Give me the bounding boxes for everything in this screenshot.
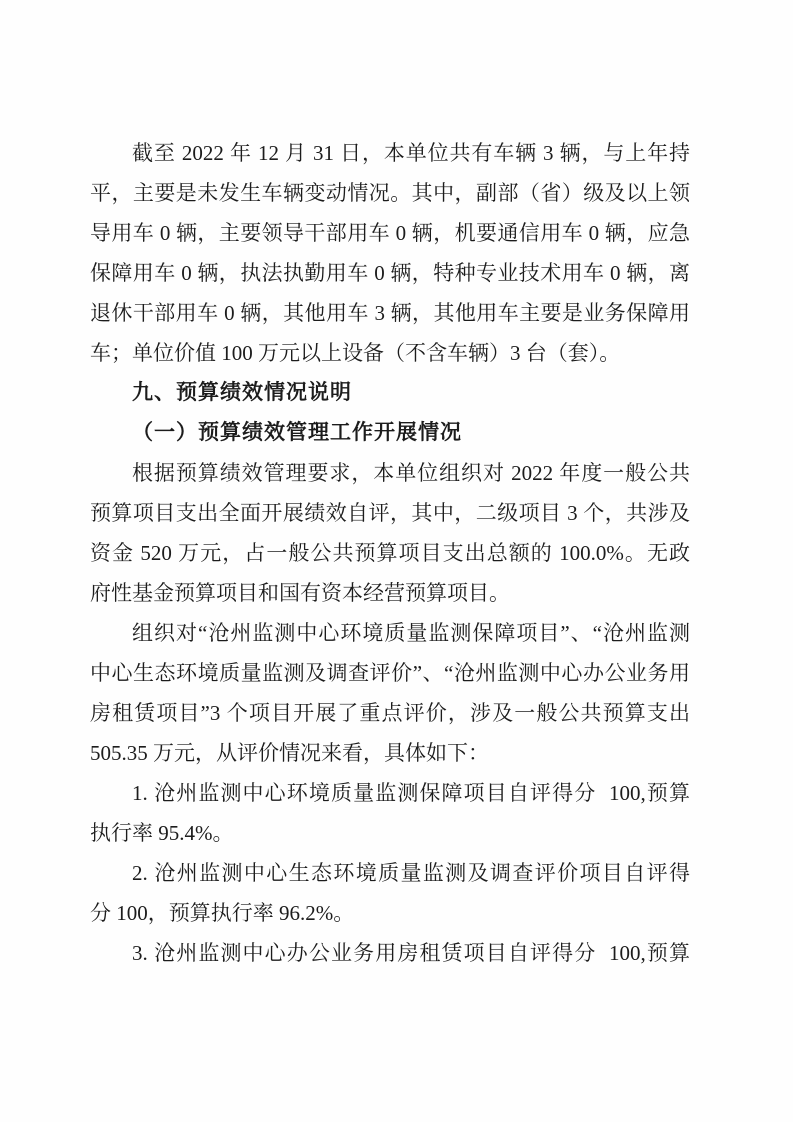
- paragraph-self-evaluation: [90, 453, 690, 613]
- paragraph-project-3: [90, 933, 690, 973]
- paragraph-line: 平，主要是未发生车辆变动情况。其中，副部（省）级及以上领: [90, 181, 690, 205]
- paragraph-project-1: [90, 773, 690, 853]
- paragraph-line: 3. 沧州监测中心办公业务用房租赁项目自评得分 100,预算: [132, 941, 690, 965]
- heading-subsection-one: （一）预算绩效管理工作开展情况: [132, 421, 462, 444]
- paragraph-line: 导用车 0 辆，主要领导干部用车 0 辆，机要通信用车 0 辆，应急: [90, 221, 690, 245]
- paragraph-line: 府性基金预算项目和国有资本经营预算项目。: [90, 581, 510, 605]
- paragraph-line: 根据预算绩效管理要求，本单位组织对 2022 年度一般公共: [132, 461, 690, 485]
- paragraph-line: 截至 2022 年 12 月 31 日，本单位共有车辆 3 辆，与上年持: [132, 141, 690, 165]
- paragraph-line: 退休干部用车 0 辆，其他用车 3 辆，其他用车主要是业务保障用: [90, 301, 690, 325]
- paragraph-key-projects: [90, 613, 690, 773]
- paragraph-line: 505.35 万元，从评价情况来看，具体如下：: [90, 741, 489, 765]
- paragraph-line: 2. 沧州监测中心生态环境质量监测及调查评价项目自评得: [132, 861, 690, 885]
- paragraph-project-2: [90, 853, 690, 933]
- paragraph-line: 车；单位价值 100 万元以上设备（不含车辆）3 台（套）。: [90, 341, 621, 365]
- paragraph-line: 保障用车 0 辆，执法执勤用车 0 辆，特种专业技术用车 0 辆，离: [90, 261, 690, 285]
- paragraph-line: 分 100，预算执行率 96.2%。: [90, 901, 355, 925]
- paragraph-line: 预算项目支出全面开展绩效自评，其中，二级项目 3 个，共涉及: [90, 501, 690, 525]
- paragraph-line: 组织对“沧州监测中心环境质量监测保障项目”、“沧州监测: [132, 621, 690, 645]
- heading-section-nine: 九、预算绩效情况说明: [132, 381, 352, 404]
- document-body: [90, 133, 690, 973]
- paragraph-vehicle-status: [90, 133, 690, 373]
- paragraph-line: 中心生态环境质量监测及调查评价”、“沧州监测中心办公业务用: [90, 661, 690, 685]
- paragraph-line: 房租赁项目”3 个项目开展了重点评价，涉及一般公共预算支出: [90, 701, 690, 725]
- paragraph-line: 1. 沧州监测中心环境质量监测保障项目自评得分 100,预算: [132, 781, 690, 805]
- paragraph-line: 资金 520 万元，占一般公共预算项目支出总额的 100.0%。无政: [90, 541, 690, 565]
- paragraph-line: 执行率 95.4%。: [90, 821, 234, 845]
